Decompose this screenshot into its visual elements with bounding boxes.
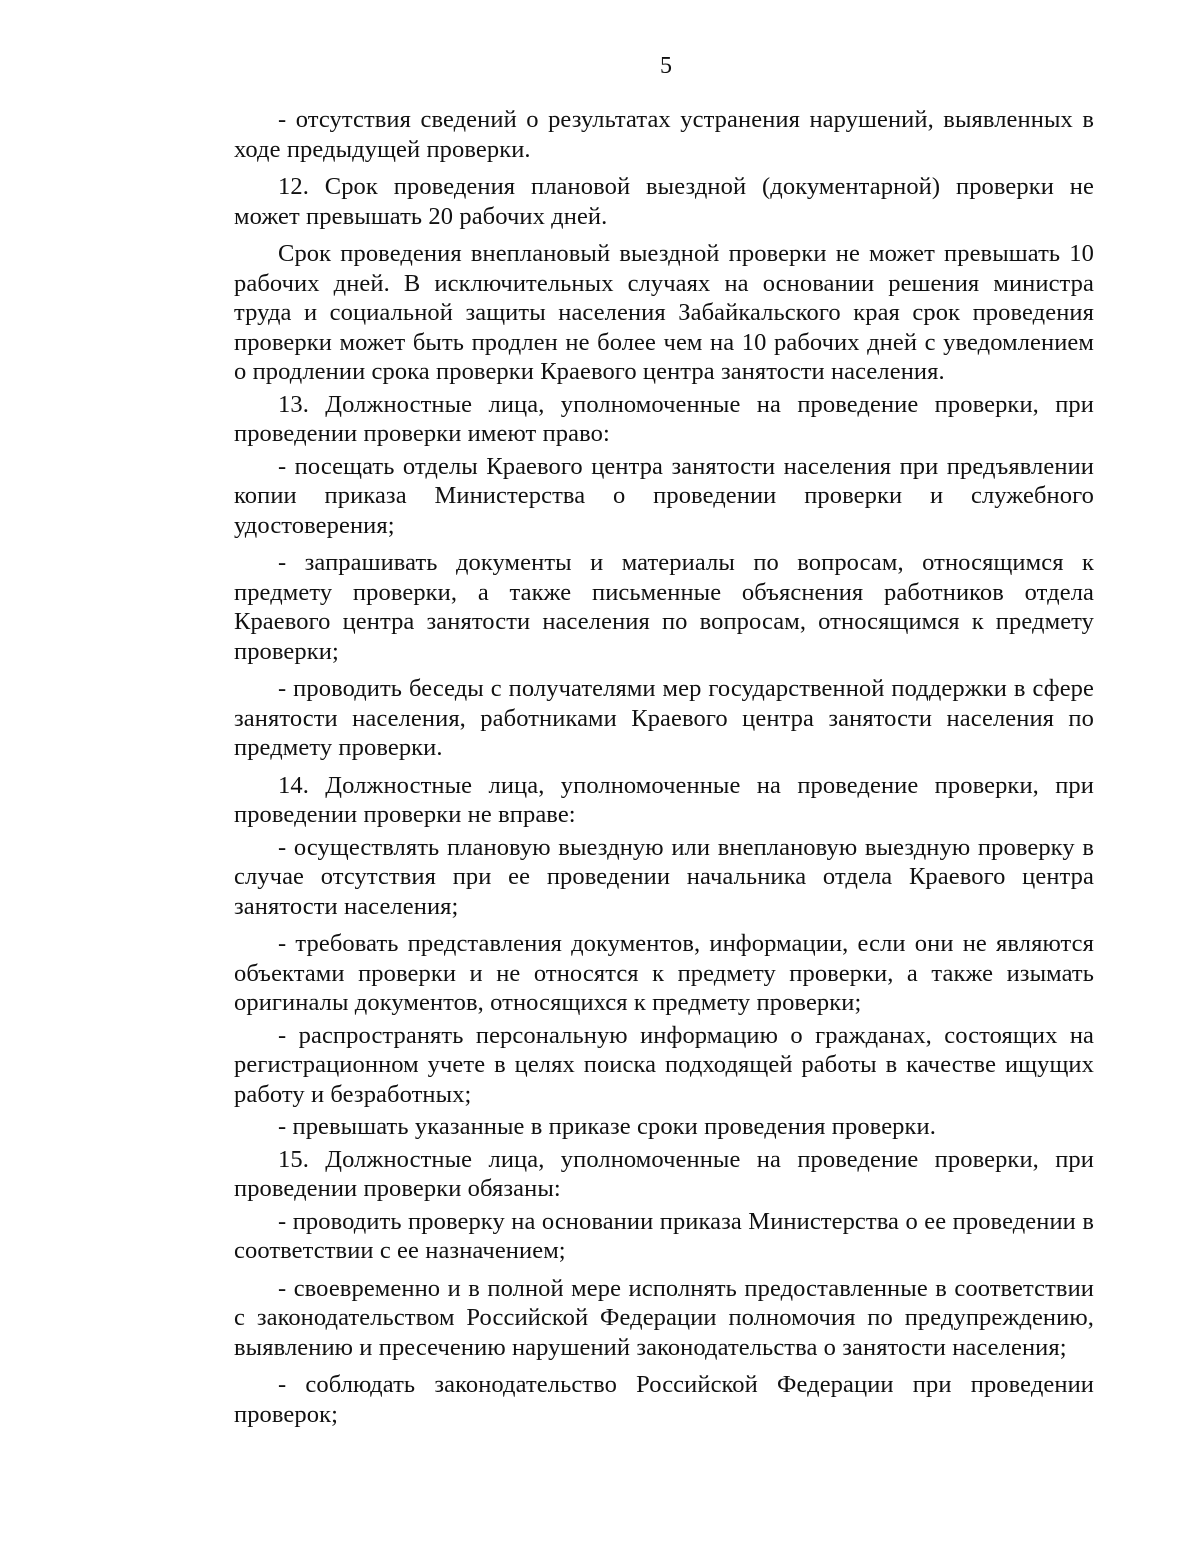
list-item-no-personal-data-disclosure: - распространять персональную информацию о гражданах, состоящих на регистрационном учете в целях поиска подходящей работы в качестве ищущих работу и безработных; <box>234 1021 1094 1108</box>
paragraph-item-12: 12. Срок проведения плановой выездной (документарной) проверки не может превышать 20 рабочих дней. <box>234 173 1094 230</box>
list-item-no-inspection-without-head: - осуществлять плановую выездную или внеплановую выездную проверку в случае отсутствия при ее проведении начальника отдела Краевого центра занятости населения; <box>234 833 1094 920</box>
list-item-comply-with-law: - соблюдать законодательство Российской Федерации при проведении проверок; <box>234 1371 1094 1428</box>
list-item-conduct-interviews: - проводить беседы с получателями мер государственной поддержки в сфере занятости населения, работниками Краевого центра занятости населения по предмету проверки. <box>234 675 1094 761</box>
list-item-exercise-powers: - своевременно и в полной мере исполнять предоставленные в соответствии с законодательством Российской Федерации полномочия по предупреждению, выявлению и пресечению нарушений законодательства о занятости населения; <box>234 1274 1094 1361</box>
list-item-request-documents: - запрашивать документы и материалы по вопросам, относящимся к предмету проверки, а также письменные объяснения работников отдела Краевого центра занятости населения по вопросам, относящимся к предмету проверки; <box>234 549 1094 665</box>
document-body <box>234 105 1094 1429</box>
page-number: 5 <box>660 53 672 79</box>
list-item-visit-departments: - посещать отделы Краевого центра занятости населения при предъявлении копии приказа Министерства о проведении проверки и служебного удостоверения; <box>234 452 1094 539</box>
list-item-conduct-based-on-order: - проводить проверку на основании приказа Министерства о ее проведении в соответствии с ее назначением; <box>234 1207 1094 1264</box>
paragraph-unscheduled-inspection-term: Срок проведения внеплановый выездной проверки не может превышать 10 рабочих дней. В исключительных случаях на основании решения министра труда и социальной защиты населения Забайкальского края срок проведения проверки может быть продлен не более чем на 10 рабочих дней с уведомлением о продлении срока проверки Краевого центра занятости населения. <box>234 240 1094 385</box>
paragraph-absence-of-information: - отсутствия сведений о результатах устранения нарушений, выявленных в ходе предыдущей проверки. <box>234 106 1094 163</box>
list-item-no-exceeding-terms: - превышать указанные в приказе сроки проведения проверки. <box>278 1113 936 1140</box>
paragraph-item-13: 13. Должностные лица, уполномоченные на проведение проверки, при проведении проверки имеют право: <box>234 390 1094 447</box>
list-item-no-extra-documents: - требовать представления документов, информации, если они не являются объектами проверки и не относятся к предмету проверки, а также изымать оригиналы документов, относящихся к предмету проверки; <box>234 930 1094 1016</box>
paragraph-item-14: 14. Должностные лица, уполномоченные на проведение проверки, при проведении проверки не вправе: <box>234 771 1094 828</box>
paragraph-item-15: 15. Должностные лица, уполномоченные на проведение проверки, при проведении проверки обязаны: <box>234 1145 1094 1202</box>
